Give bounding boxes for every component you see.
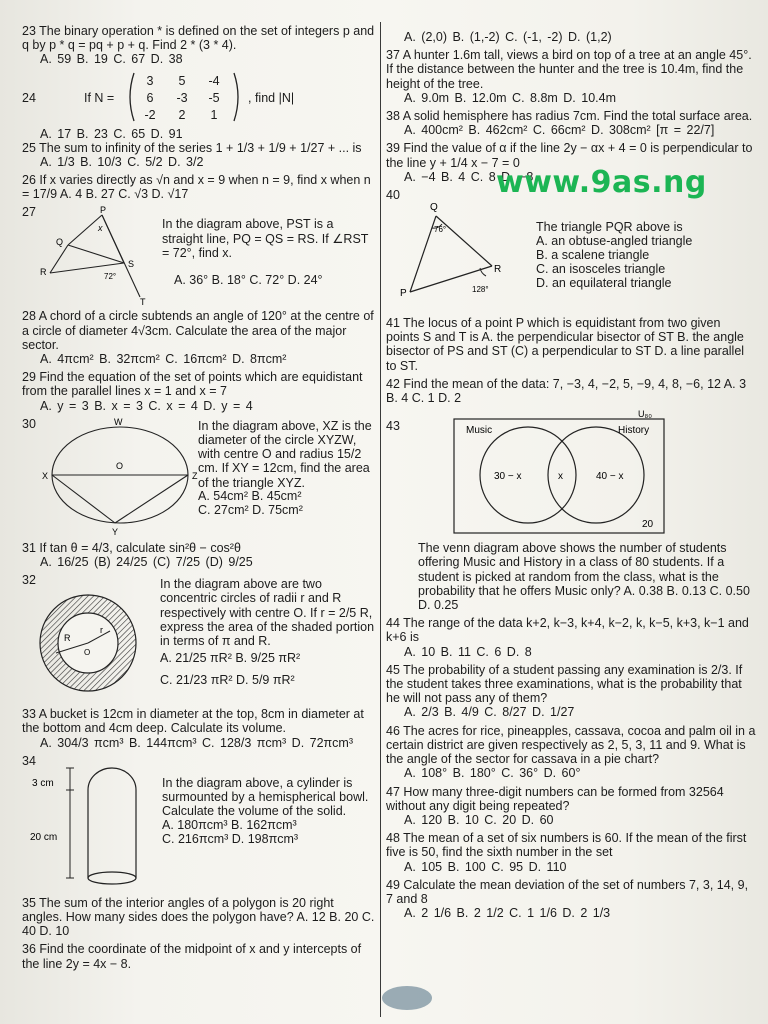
question-text: The range of the data k+2, k−3, k+4, k−2, k, k−5, k+3, k−1 and k+6 is xyxy=(386,616,749,645)
matrix-n: 3 5 -4 6 -3 -5 -2 2 1 xyxy=(144,73,220,122)
question-options: A. 36° B. 18° C. 72° D. 24° xyxy=(174,273,323,288)
label-history-only: 40 − x xyxy=(596,471,624,483)
cylinder-hemisphere-diagram xyxy=(28,760,158,890)
question-37 xyxy=(386,48,756,105)
label-music: Music xyxy=(466,425,493,437)
question-options: A. 2 1/6 B. 2 1/2 C. 1 1/6 D. 2 1/3 xyxy=(404,906,611,921)
label-r: r xyxy=(100,625,103,636)
label-r: R xyxy=(40,267,47,278)
question-options: A. y = 3 B. x = 3 C. x = 4 D. y = 4 xyxy=(40,398,253,413)
label-q: Q xyxy=(430,202,438,214)
question-options: A. 17 B. 23 C. 65 D. 91 xyxy=(40,126,183,141)
right-column xyxy=(386,30,756,924)
question-number: 44 xyxy=(386,616,400,631)
question-43-text xyxy=(386,541,756,612)
question-number: 40 xyxy=(386,188,400,203)
triangle-pqr-diagram xyxy=(400,196,530,312)
label-top: 3 cm xyxy=(32,777,54,789)
question-options: A. 4 B. 27 C. √3 D. √17 xyxy=(59,187,189,202)
question-options-a: A. 180πcm³ B. 162πcm³ xyxy=(162,817,297,832)
question-35 xyxy=(22,896,376,939)
label-side: 20 cm xyxy=(30,831,58,843)
question-text: If x varies directly as √n and x = 9 when n = 9, find x when n = 17/9 xyxy=(22,173,371,202)
question-number: 26 xyxy=(22,173,36,188)
question-number: 48 xyxy=(386,831,400,846)
choice-d: D. an equilateral triangle xyxy=(536,276,672,291)
question-45 xyxy=(386,663,756,720)
question-number: 29 xyxy=(22,370,36,385)
question-options: A. 59 B. 19 C. 67 D. 38 xyxy=(40,52,183,67)
question-options: A. 12 B. 20 C. 40 D. 10 xyxy=(22,910,375,939)
question-text: If tan θ = 4/3, calculate sin²θ − cos²θ xyxy=(39,540,241,555)
question-number: 31 xyxy=(22,540,36,555)
column-divider xyxy=(380,22,381,1017)
question-number: 27 xyxy=(22,205,36,220)
question-25 xyxy=(22,141,376,169)
question-options: A. 105 B. 100 C. 95 D. 110 xyxy=(404,859,567,874)
question-text: The triangle PQR above is xyxy=(536,220,683,235)
question-number: 46 xyxy=(386,723,400,738)
question-43 xyxy=(386,409,756,537)
label-w: W xyxy=(114,416,123,427)
question-options: A. 108° B. 180° C. 36° D. 60° xyxy=(404,766,581,781)
matrix-label: If N = xyxy=(84,90,115,105)
question-29 xyxy=(22,370,376,413)
question-number: 35 xyxy=(22,895,36,910)
question-options: A. 16/25 (B) 24/25 (C) 7/25 (D) 9/25 xyxy=(40,555,253,570)
question-options: A. 2/3 B. 4/9 C. 8/27 D. 1/27 xyxy=(404,705,575,720)
question-options: A. 400cm² B. 462cm² C. 66cm² D. 308cm² [π = 22/7] xyxy=(404,123,715,138)
matrix-find: , find |N| xyxy=(248,90,295,105)
question-text: In the diagram above, a cylinder is surmounted by a hemispherical bowl. Calculate the volume of the solid. xyxy=(162,775,369,819)
question-options-b: C. 21/23 πR² D. 5/9 πR² xyxy=(160,673,295,688)
triangle-pqrst-diagram xyxy=(40,205,152,305)
question-options: A. 304/3 πcm³ B. 144πcm³ C. 128/3 πcm³ D. 72πcm³ xyxy=(40,735,353,750)
question-number: 42 xyxy=(386,376,400,391)
label-r: R xyxy=(494,264,502,276)
question-options: A. −4 B. 4 C. 8 D. −8 xyxy=(404,169,534,184)
question-options: A. 120 B. 10 C. 20 D. 60 xyxy=(404,812,554,827)
question-number: 34 xyxy=(22,753,36,768)
question-text: The venn diagram above shows the number of students offering Music and History in a class of 80 students. If a student is picked at random from the class, what is the probability that he offers Music only? xyxy=(418,541,727,598)
question-31 xyxy=(22,541,376,569)
question-text: Find the value of α if the line 2y − αx + 4 = 0 is perpendicular to the line y + 1/4 x − 7 = 0 xyxy=(386,141,753,170)
question-text: The sum of the interior angles of a polygon is 20 right angles. How many sides does the polygon have? xyxy=(22,895,334,925)
question-46 xyxy=(386,724,756,781)
question-number: 41 xyxy=(386,316,400,331)
label-p: P xyxy=(100,205,107,216)
question-text: In the diagram above, XZ is the diameter of the circle XYZW, with centre O and radius 15/2 cm. If XY = 12cm, find the area of the triangle XYZ. xyxy=(198,418,372,490)
question-34 xyxy=(22,754,376,892)
question-options: A. 1/3 B. 10/3 C. 5/2 D. 3/2 xyxy=(40,154,204,169)
question-text: How many three-digit numbers can be formed from 32564 without any digit being repeated? xyxy=(386,784,724,813)
question-text: In the diagram above, PST is a straight line, PQ = QS = RS. If ∠RST = 72°, find x. xyxy=(162,217,369,260)
question-text: The binary operation * is defined on the set of integers p and q by p * q = pq + p + q. Find 2 * (3 * 4). xyxy=(22,24,375,53)
question-options-a: A. 21/25 πR² B. 9/25 πR² xyxy=(160,651,301,666)
question-26 xyxy=(22,173,376,201)
question-text: The acres for rice, pineapples, cassava, cocoa and palm oil in a certain district are given respectively as 2, 5, 3, 11 and 9. What is the angle of the sector for cassava in a pie chart? xyxy=(386,723,756,767)
label-y: Y xyxy=(112,526,119,537)
label-R: R xyxy=(64,633,71,644)
left-column xyxy=(22,24,376,975)
question-23 xyxy=(22,24,376,67)
ink-blot xyxy=(382,986,432,1010)
question-number: 33 xyxy=(22,707,36,722)
question-options: A. (2,0) B. (1,-2) C. (-1, -2) D. (1,2) xyxy=(404,30,612,44)
label-p: P xyxy=(400,288,407,300)
concentric-circles-diagram xyxy=(36,591,146,701)
question-47 xyxy=(386,785,756,828)
question-42 xyxy=(386,377,756,405)
question-text: The probability of a student passing any examination is 2/3. If the student takes three examinations, what is the probability that he will not pass any of them? xyxy=(386,662,743,706)
question-30 xyxy=(22,417,376,537)
question-38 xyxy=(386,109,756,137)
venn-diagram xyxy=(446,409,676,537)
question-28 xyxy=(22,309,376,366)
question-text: Find the mean of the data: 7, −3, 4, −2, 5, −9, 4, 8, −6, 12 xyxy=(403,376,721,391)
question-number: 43 xyxy=(386,419,400,434)
question-text: Find the equation of the set of points which are equidistant from the parallel lines x = 1 and x = 7 xyxy=(22,370,363,399)
watermark-logo: www.9as.ng xyxy=(496,165,707,201)
question-number: 39 xyxy=(386,141,400,156)
label-x: X xyxy=(42,470,49,481)
label-s: S xyxy=(128,259,135,270)
question-options-b: C. 27cm² D. 75cm² xyxy=(198,502,303,517)
question-text: A bucket is 12cm in diameter at the top, 8cm in diameter at the bottom and 4cm deep. Calculate its volume. xyxy=(22,707,364,736)
question-text: A hunter 1.6m tall, views a bird on top of a tree at an angle 45°. If the distance between the hunter and the tree is 10.4m, find the height of the tree. xyxy=(386,48,752,91)
label-angle-128: 128° xyxy=(472,285,489,295)
question-33 xyxy=(22,707,376,750)
question-options: A. the perpendicular bisector of ST B. the angle bisector of PS and ST (C) a perpendicular to ST D. a line parallel to ST. xyxy=(386,330,745,373)
question-number: 38 xyxy=(386,109,400,124)
question-24 xyxy=(22,71,376,141)
label-angle: 72° xyxy=(104,272,117,282)
question-number: 49 xyxy=(386,877,400,892)
question-options: A. 0.38 B. 0.13 C. 0.50 D. 0.25 xyxy=(418,583,750,613)
label-t: T xyxy=(140,297,146,306)
question-27 xyxy=(22,205,376,305)
question-text: Find the coordinate of the midpoint of x and y intercepts of the line 2y = 4x − 8. xyxy=(22,942,362,971)
label-both: x xyxy=(558,471,563,483)
question-text: Calculate the mean deviation of the set of numbers 7, 3, 14, 9, 7 and 8 xyxy=(386,877,749,906)
choice-c: C. an isosceles triangle xyxy=(536,262,666,277)
question-options: A. 10 B. 11 C. 6 D. 8 xyxy=(404,644,532,659)
question-text: A solid hemisphere has radius 7cm. Find the total surface area. xyxy=(402,109,753,124)
question-number: 28 xyxy=(22,309,36,324)
question-text: A chord of a circle subtends an angle of 120° at the centre of a circle of diameter 4√3cm. Calculate the area of the major sector. xyxy=(22,309,374,352)
label-z: Z xyxy=(192,470,198,481)
question-number: 30 xyxy=(22,416,36,431)
question-number: 45 xyxy=(386,662,400,677)
label-q: Q xyxy=(56,237,64,248)
question-number: 37 xyxy=(386,48,400,63)
question-number: 36 xyxy=(22,942,36,957)
question-options-b: C. 216πcm³ D. 198πcm³ xyxy=(162,831,299,846)
question-49 xyxy=(386,878,756,921)
choice-a: A. an obtuse-angled triangle xyxy=(536,234,693,249)
label-universal: U₈₀ xyxy=(638,409,652,420)
question-text: The locus of a point P which is equidistant from two given points S and T is xyxy=(386,316,721,345)
choice-b: B. a scalene triangle xyxy=(536,248,650,263)
question-text: The mean of a set of six numbers is 60. If the mean of the first five is 50, find the sixth number in the set xyxy=(386,831,747,860)
question-number: 25 xyxy=(22,140,36,155)
question-number: 23 xyxy=(22,24,36,38)
question-44 xyxy=(386,616,756,659)
question-options: A. 4πcm² B. 32πcm² C. 16πcm² D. 8πcm² xyxy=(40,352,287,367)
circle-xyzw-diagram xyxy=(40,417,205,537)
question-32 xyxy=(22,573,376,703)
question-41 xyxy=(386,316,756,373)
label-o: O xyxy=(84,648,91,658)
label-neither: 20 xyxy=(642,519,654,531)
question-options: A. 9.0m B. 12.0m C. 8.8m D. 10.4m xyxy=(404,90,616,105)
question-number: 24 xyxy=(22,90,36,105)
question-text: In the diagram above are two concentric circles of radii r and R respectively with centre O. If r = 2/5 R, express the area of the shaded portion in terms of π and R. xyxy=(160,577,375,649)
question-number: 32 xyxy=(22,573,36,588)
question-36 xyxy=(22,942,376,970)
question-36-options xyxy=(386,30,756,44)
question-number: 47 xyxy=(386,784,400,799)
label-angle-76: 76° xyxy=(434,225,447,235)
label-music-only: 30 − x xyxy=(494,471,522,483)
question-options: A. 3 B. 4 C. 1 D. 2 xyxy=(386,376,747,406)
question-text: The sum to infinity of the series 1 + 1/3 + 1/9 + 1/27 + ... is xyxy=(39,140,362,155)
question-48 xyxy=(386,831,756,874)
question-options-a: A. 54cm² B. 45cm² xyxy=(198,488,302,503)
label-x: x xyxy=(98,223,103,234)
label-history: History xyxy=(618,425,650,437)
label-o: O xyxy=(116,460,124,471)
